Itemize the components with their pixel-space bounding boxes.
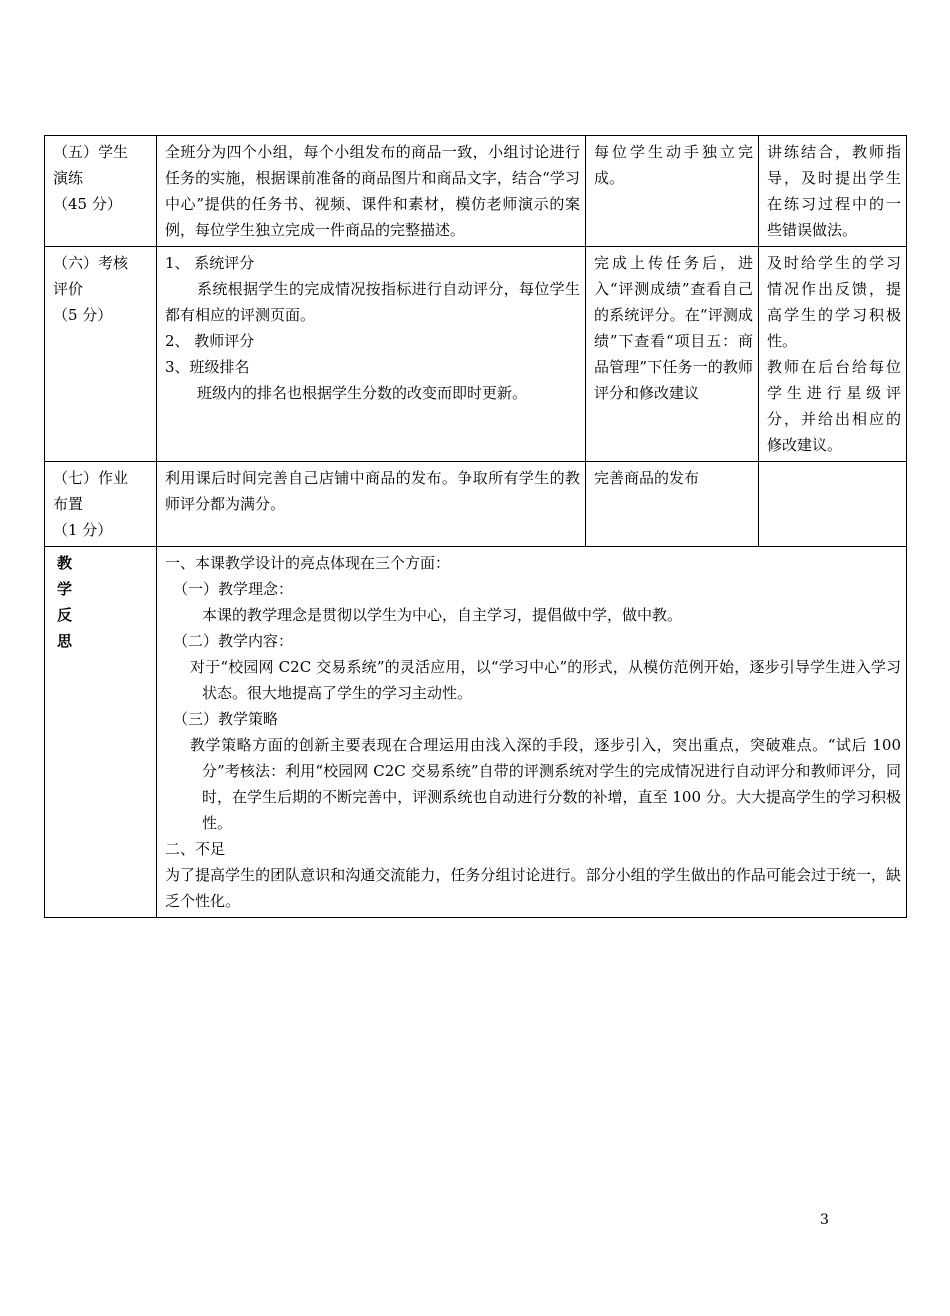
teacher-text: 及时给学生的学习情况作出反馈，提高学生的学习积极性。: [767, 254, 901, 350]
lesson-plan-table: [44, 135, 907, 918]
content-item: 班级内的排名也根据学生分数的改变而即时更新。: [197, 384, 528, 402]
stage-cell: [45, 247, 157, 462]
content-cell: [157, 136, 586, 247]
stage-line: 演练: [53, 169, 84, 187]
reflection-deficiency-text: 为了提高学生的团队意识和沟通交流能力，任务分组讨论进行。部分小组的学生做出的作品可能会过于统一，缺乏个性化。: [165, 866, 901, 910]
reflection-label-char: 教: [57, 554, 73, 572]
table-row: [45, 136, 907, 247]
reflection-section-text: 教学策略方面的创新主要表现在合理运用由浅入深的手段，逐步引入，突出重点，突破难点。“试后 100 分”考核法：利用“校园网 C2C 交易系统”自带的评测系统对学生的完成情况进行自动评分和教师评分，同时，在学生后期的不断完善中，评测系统也自动进行分数的补增，直至 100 分。大大提高学生的学习积极性。: [190, 736, 901, 832]
content-item: 系统根据学生的完成情况按指标进行自动评分，每位学生都有相应的评测页面。: [165, 280, 580, 324]
content-item: 1、 系统评分: [165, 254, 255, 272]
content-item: 3、班级排名: [165, 358, 250, 376]
content-text: 利用课后时间完善自己店铺中商品的发布。争取所有学生的教师评分都为满分。: [165, 469, 580, 513]
reflection-label: [45, 547, 157, 918]
reflection-label-char: 思: [57, 632, 73, 650]
content-item: 2、 教师评分: [165, 332, 255, 350]
content-text: 全班分为四个小组，每个小组发布的商品一致，小组讨论进行任务的实施，根据课前准备的商品图片和商品文字，结合“学习中心”提供的任务书、视频、课件和素材，模仿老师演示的案例，每位学生独立完成一件商品的完整描述。: [165, 143, 580, 239]
stage-line: （五）学生: [53, 143, 129, 161]
page-number: 3: [820, 1212, 829, 1228]
student-activity-cell: 完善商品的发布: [586, 462, 759, 547]
teacher-activity-cell: [759, 247, 907, 462]
stage-cell: [45, 462, 157, 547]
content-cell: [157, 462, 586, 547]
content-cell: [157, 247, 586, 462]
table-row: [45, 247, 907, 462]
reflection-section-title: （三）教学策略: [173, 710, 279, 728]
reflection-label-char: 反: [57, 606, 73, 624]
student-activity-cell: 每位学生动手独立完成。: [586, 136, 759, 247]
stage-line: 评价: [53, 280, 84, 298]
stage-cell: [45, 136, 157, 247]
reflection-deficiency-title: 二、不足: [165, 840, 226, 858]
teacher-activity-cell: 讲练结合，教师指导，及时提出学生在练习过程中的一些错误做法。: [759, 136, 907, 247]
reflection-section-text: 对于“校园网 C2C 交易系统”的灵活应用，以“学习中心”的形式，从模仿范例开始，逐步引导学生进入学习状态。很大地提高了学生的学习主动性。: [190, 658, 901, 702]
teacher-activity-cell: [759, 462, 907, 547]
reflection-section-title: （一）教学理念：: [173, 580, 294, 598]
stage-line: （1 分）: [53, 521, 113, 539]
stage-line: （45 分）: [53, 195, 122, 213]
reflection-section-text: 本课的教学理念是贯彻以学生为中心，自主学习，提倡做中学，做中教。: [202, 606, 683, 624]
student-activity-cell: 完成上传任务后，进入“评测成绩”查看自己的系统评分。在“评测成绩”下查看“项目五：商品管理”下任务一的教师评分和修改建议: [586, 247, 759, 462]
reflection-section-title: （二）教学内容：: [173, 632, 294, 650]
stage-line: 布置: [53, 495, 84, 513]
stage-line: （六）考核: [53, 254, 129, 272]
teacher-text: 教师在后台给每位学生进行星级评分，并给出相应的修改建议。: [767, 358, 901, 454]
stage-line: （七）作业: [53, 469, 129, 487]
reflection-content: [157, 547, 907, 918]
reflection-label-char: 学: [57, 580, 73, 598]
table-row: [45, 462, 907, 547]
reflection-intro: 一、本课教学设计的亮点体现在三个方面：: [165, 554, 451, 572]
reflection-row: [45, 547, 907, 918]
stage-line: （5 分）: [53, 306, 113, 324]
